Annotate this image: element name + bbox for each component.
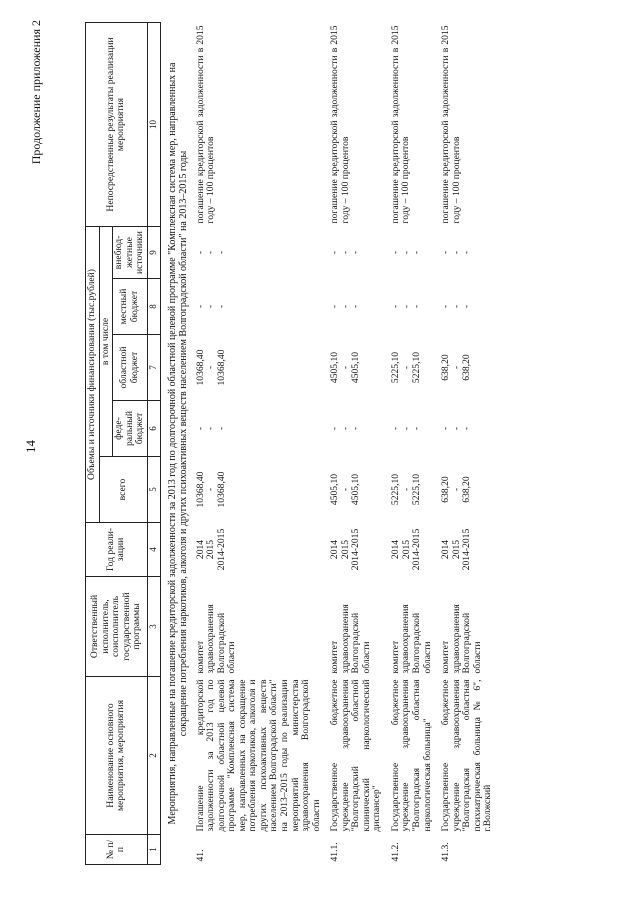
row-regional: 10368,40 - 10368,40	[194, 349, 227, 386]
row-executor: комитет здравоохранения Волгоградской области	[329, 604, 372, 674]
row-extra: - - -	[440, 250, 473, 255]
row-local: - - -	[329, 304, 362, 309]
row-name: Государственное бюджетное учреждение здравоохранения "Волгоградская областная психиатрическая больница № 6", г.Волжский	[440, 679, 494, 832]
section-title: Мероприятия, направленные на погашение кредиторской задолженности за 2013 год по долгосрочной областной целевой программе "Комплексная система мер, направленных на сокращение потребления наркотиков, алкоголя и других психоактивных веществ населением Волгоградской области" на 2013–2015 годы	[166, 62, 189, 825]
table-row	[329, 22, 384, 864]
col-number: 10	[147, 22, 160, 226]
header-regional: областной бюджет	[113, 335, 148, 401]
col-number: 7	[147, 335, 160, 401]
row-name: Погашение кредиторской задолженности за 2013 год по долгосрочной областной целевой программе "Комплексная система мер, направленных на сокращение потребления наркотиков, алкоголя и других психоактивных веществ населением Волгоградской области" на 2013–2015 годы по реализации мероприятий министерства здравоохранения Волгоградской области	[194, 679, 322, 832]
header-total: всего	[99, 457, 147, 523]
row-result: погашение кредиторской задолженности в 2015 году – 100 процентов	[389, 25, 412, 224]
row-extra: - - -	[329, 250, 362, 255]
table-row	[440, 22, 495, 864]
row-federal: - - -	[440, 426, 473, 431]
header-extra: внебюд- жетные источники	[113, 226, 148, 278]
header-federal: феде- ральный бюджет	[113, 401, 148, 457]
row-regional: 4505,10 - 4505,10	[329, 351, 362, 384]
col-number: 9	[147, 226, 160, 278]
row-num: 41.3.	[440, 842, 452, 862]
col-number: 8	[147, 279, 160, 335]
row-num: 41.	[194, 849, 206, 862]
header-local: местный бюджет	[113, 279, 148, 335]
continuation-label: Продолжение приложения 2	[29, 20, 43, 165]
row-total: 5225,10 - 5225,10	[389, 473, 423, 506]
row-extra: - - -	[194, 250, 227, 255]
row-name: Государственное бюджетное учреждение здравоохранения "Волгоградская областная наркологическая больница"	[389, 679, 433, 832]
col-number: 6	[147, 401, 160, 457]
header-name: Наименование основного мероприятия, мероприятия	[86, 677, 148, 835]
row-local: - - -	[440, 304, 473, 309]
row-total: 10368,40 - 10368,40	[194, 471, 227, 508]
row-result: погашение кредиторской задолженности в 2015 году – 100 процентов	[194, 25, 217, 224]
row-federal: - - -	[194, 426, 227, 431]
header-results: Непосредственные результаты реализации мероприятия	[86, 22, 148, 226]
row-name: Государственное бюджетное учреждение здравоохранения "Волгоградский областной клинический наркологический диспансер"	[329, 679, 383, 832]
row-local: - - -	[194, 304, 227, 309]
header-funding: Объемы и источники финансирования (тыс.рублей)	[86, 226, 100, 522]
row-federal: - - -	[389, 426, 423, 431]
col-number: 4	[147, 523, 160, 577]
table-row	[195, 22, 324, 864]
row-years: 2014 2015 2014-2015	[389, 528, 423, 571]
col-number: 2	[147, 677, 160, 835]
row-regional: 638,20 - 638,20	[440, 354, 473, 381]
row-regional: 5225,10 - 5225,10	[389, 351, 423, 384]
row-total: 638,20 - 638,20	[440, 476, 473, 503]
funding-table	[85, 22, 495, 865]
column-number-row	[147, 22, 160, 864]
header-year: Год реали- зации	[86, 523, 148, 577]
row-result: погашение кредиторской задолженности в 2015 году – 100 процентов	[329, 25, 351, 224]
row-years: 2014 2015 2014-2015	[329, 528, 362, 571]
row-num: 41.1.	[329, 842, 341, 862]
row-years: 2014 2015 2014-2015	[440, 528, 473, 571]
row-years: 2014 2015 2014-2015	[194, 528, 227, 571]
row-num: 41.2.	[389, 842, 401, 862]
header-num: № п/п	[86, 835, 148, 865]
row-executor: комитет здравоохранения Волгоградской области	[440, 604, 483, 674]
table-row	[390, 22, 434, 864]
row-result: погашение кредиторской задолженности в 2015 году – 100 процентов	[440, 25, 462, 224]
row-executor: комитет здравоохранения Волгоградской области	[194, 604, 238, 674]
row-executor: комитет здравоохранения Волгоградской области	[389, 604, 433, 674]
row-total: 4505,10 - 4505,10	[329, 473, 362, 506]
col-number: 1	[147, 835, 160, 865]
row-federal: - - -	[329, 426, 362, 431]
row-local: - - -	[389, 304, 423, 309]
header-including: в том числе	[99, 226, 113, 456]
col-number: 3	[147, 577, 160, 677]
col-number: 5	[147, 457, 160, 523]
header-executor: Ответственный исполнитель, соисполнитель государственной программы	[86, 577, 148, 677]
page-number: 14	[23, 440, 38, 453]
row-extra: - - -	[389, 250, 423, 255]
